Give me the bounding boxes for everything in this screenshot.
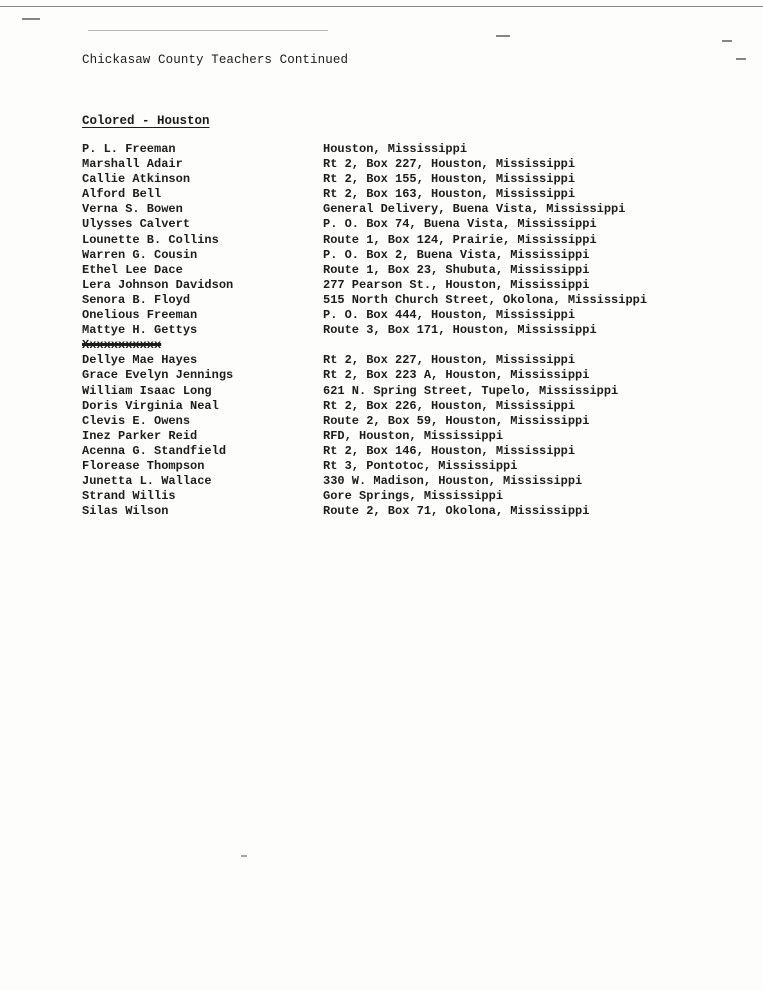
roster-row [82, 142, 682, 157]
teacher-name: Junetta L. Wallace [82, 474, 212, 489]
teacher-name: Callie Atkinson [82, 172, 191, 187]
roster-row [82, 474, 682, 489]
teacher-name: Onelious Freeman [82, 308, 198, 323]
document-title: Chickasaw County Teachers Continued [82, 53, 349, 67]
teacher-address: 515 North Church Street, Okolona, Mississippi [323, 292, 648, 307]
roster-row [82, 217, 682, 232]
roster-row [82, 323, 682, 338]
teacher-address: P. O. Box 74, Buena Vista, Mississippi [323, 217, 597, 232]
roster-row [82, 368, 682, 383]
section-heading: Colored - Houston [82, 114, 210, 128]
roster-row [82, 384, 682, 399]
teacher-name: Mattye H. Gettys [82, 323, 198, 338]
roster-row [82, 248, 682, 263]
teacher-address: Rt 2, Box 155, Houston, Mississippi [323, 172, 576, 187]
teacher-name: Dellye Mae Hayes [82, 353, 198, 368]
teacher-address: Route 2, Box 59, Houston, Mississippi [323, 413, 590, 428]
roster-row [82, 429, 682, 444]
roster-row [82, 172, 682, 187]
teacher-address: Houston, Mississippi [323, 142, 468, 156]
roster-row [82, 338, 682, 353]
top-edge-rule [0, 6, 763, 7]
teacher-name: Doris Virginia Neal [82, 398, 219, 413]
roster-row [82, 459, 682, 474]
teacher-name: Alford Bell [82, 187, 162, 202]
roster-row [82, 233, 682, 248]
teacher-address: Route 2, Box 71, Okolona, Mississippi [323, 504, 590, 519]
teacher-address: Rt 2, Box 146, Houston, Mississippi [323, 443, 576, 458]
teacher-name: Lounette B. Collins [82, 232, 219, 247]
teacher-name: Marshall Adair [82, 157, 183, 172]
teacher-address: Rt 2, Box 227, Houston, Mississippi [323, 353, 576, 368]
scan-smudge [22, 18, 40, 20]
teacher-address: RFD, Houston, Mississippi [323, 428, 504, 443]
teacher-address: P. O. Box 444, Houston, Mississippi [323, 308, 576, 323]
teacher-name: Florease Thompson [82, 458, 205, 473]
teacher-address: Rt 3, Pontotoc, Mississippi [323, 458, 518, 473]
teacher-name: Senora B. Floyd [82, 292, 191, 307]
roster-row [82, 157, 682, 172]
roster-row [82, 293, 682, 308]
teacher-address: Route 1, Box 23, Shubuta, Mississippi [323, 262, 590, 277]
teacher-name: Clevis E. Owens [82, 413, 191, 428]
teacher-name: Lera Johnson Davidson [82, 277, 234, 292]
teacher-address: General Delivery, Buena Vista, Mississippi [323, 202, 626, 217]
roster-row [82, 489, 682, 504]
teacher-roster [82, 142, 682, 519]
teacher-name: William Isaac Long [82, 383, 212, 398]
scan-smudge [496, 35, 510, 37]
teacher-address: Rt 2, Box 223 A, Houston, Mississippi [323, 368, 590, 383]
roster-row [82, 504, 682, 519]
scan-smudge [88, 30, 328, 31]
roster-row [82, 278, 682, 293]
roster-row [82, 353, 682, 368]
teacher-address: Rt 2, Box 227, Houston, Mississippi [323, 157, 576, 172]
scan-smudge [241, 855, 247, 857]
teacher-address: P. O. Box 2, Buena Vista, Mississippi [323, 247, 590, 262]
teacher-name: Inez Parker Reid [82, 428, 198, 443]
teacher-name: P. L. Freeman [82, 142, 176, 156]
teacher-address: 330 W. Madison, Houston, Mississippi [323, 474, 583, 489]
roster-row [82, 202, 682, 217]
teacher-address: Rt 2, Box 163, Houston, Mississippi [323, 187, 576, 202]
teacher-address: Route 3, Box 171, Houston, Mississippi [323, 323, 597, 338]
roster-row [82, 187, 682, 202]
teacher-address: Route 1, Box 124, Prairie, Mississippi [323, 232, 597, 247]
teacher-address: Rt 2, Box 226, Houston, Mississippi [323, 398, 576, 413]
teacher-name: Warren G. Cousin [82, 247, 198, 262]
teacher-name: Acenna G. Standfield [82, 443, 227, 458]
scan-smudge [722, 40, 732, 42]
roster-row [82, 414, 682, 429]
roster-row [82, 399, 682, 414]
teacher-name: Xxxxxxxxxxx [82, 338, 162, 353]
teacher-name: Verna S. Bowen [82, 202, 183, 217]
teacher-address: 277 Pearson St., Houston, Mississippi [323, 277, 590, 292]
teacher-name: Strand Willis [82, 489, 176, 504]
teacher-address: Gore Springs, Mississippi [323, 489, 504, 504]
roster-row [82, 308, 682, 323]
teacher-name: Grace Evelyn Jennings [82, 368, 234, 383]
roster-row [82, 263, 682, 278]
roster-row [82, 444, 682, 459]
teacher-name: Silas Wilson [82, 504, 169, 519]
teacher-name: Ethel Lee Dace [82, 262, 183, 277]
scan-smudge [736, 58, 746, 60]
teacher-address: 621 N. Spring Street, Tupelo, Mississippi [323, 383, 619, 398]
teacher-name: Ulysses Calvert [82, 217, 191, 232]
